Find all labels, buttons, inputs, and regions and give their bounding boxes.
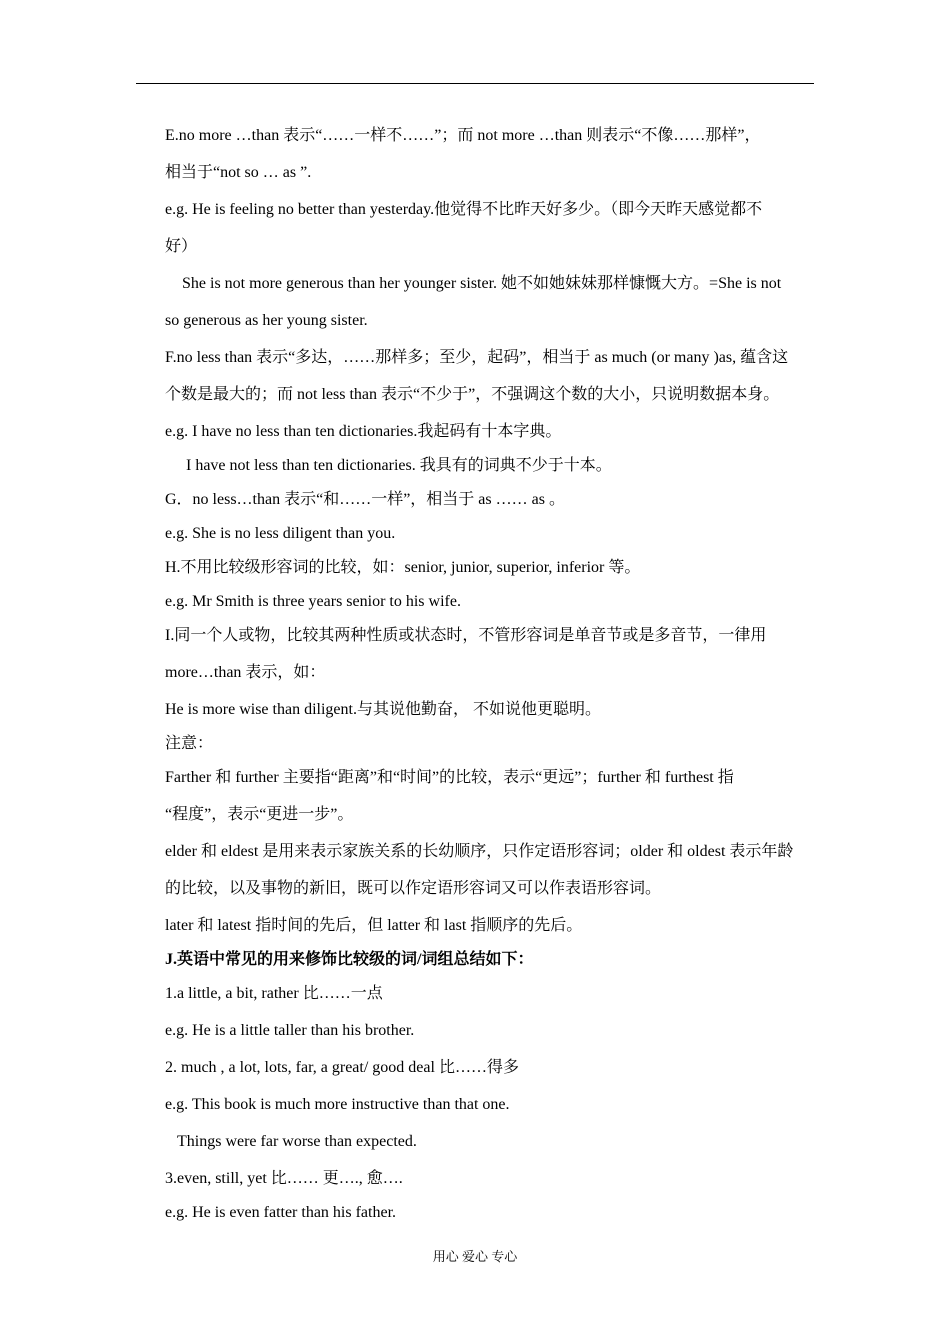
text-line: E.no more …than 表示“……一样不……”；而 not more …than 则表示“不像……那样”， [165, 127, 761, 144]
text-line: 个数是最大的；而 not less than 表示“不少于”，不强调这个数的大小，只说明数据本身。 [165, 386, 780, 403]
text-line: so generous as her young sister. [165, 312, 368, 329]
text-line: 注意： [165, 735, 214, 752]
text-line: 2. much , a lot, lots, far, a great/ good deal 比……得多 [165, 1059, 519, 1076]
text-line: 好） [165, 238, 198, 255]
text-line: elder 和 eldest 是用来表示家族关系的长幼顺序，只作定语形容词；older 和 oldest 表示年龄 [165, 843, 794, 860]
text-line: F.no less than 表示“多达，……那样多；至少，起码”，相当于 as much (or many )as, 蕴含这 [165, 349, 789, 366]
text-line: I.同一个人或物，比较其两种性质或状态时，不管形容词是单音节或是多音节，一律用 [165, 627, 767, 644]
text-line: e.g. He is a little taller than his brother. [165, 1022, 415, 1039]
text-line: e.g. He is feeling no better than yesterday.他觉得不比昨天好多少。（即今天昨天感觉都不 [165, 201, 763, 218]
text-line: e.g. She is no less diligent than you. [165, 525, 396, 542]
text-line: e.g. I have no less than ten dictionaries.我起码有十本字典。 [165, 423, 562, 440]
header-rule [136, 83, 814, 84]
text-line: 的比较，以及事物的新旧，既可以作定语形容词又可以作表语形容词。 [165, 880, 662, 897]
text-line: later 和 latest 指时间的先后，但 latter 和 last 指顺序的先后。 [165, 917, 583, 934]
text-line: “程度”，表示“更进一步”。 [165, 806, 354, 823]
text-line: G．no less…than 表示“和……一样”，相当于 as …… as 。 [165, 491, 565, 508]
text-line: more…than 表示，如： [165, 664, 326, 681]
text-line: Farther 和 further 主要指“距离”和“时间”的比较，表示“更远”；further 和 furthest 指 [165, 769, 734, 786]
text-line: 3.even, still, yet 比…… 更…., 愈…. [165, 1170, 403, 1187]
text-line: e.g. He is even fatter than his father. [165, 1204, 397, 1221]
page-footer: 用心 爱心 专心 [432, 1249, 518, 1264]
text-line: She is not more generous than her younger sister. 她不如她妹妹那样慷慨大方。=She is not [182, 275, 782, 292]
text-line: Things were far worse than expected. [177, 1133, 417, 1150]
text-line: He is more wise than diligent.与其说他勤奋， 不如说他更聪明。 [165, 701, 601, 718]
document-body [165, 119, 815, 1230]
text-line: H.不用比较级形容词的比较，如：senior, junior, superior, inferior 等。 [165, 559, 641, 576]
text-line: e.g. Mr Smith is three years senior to his wife. [165, 593, 461, 610]
text-line: 相当于“not so … as ”. [165, 164, 312, 181]
text-line: I have not less than ten dictionaries. 我具有的词典不少于十本。 [186, 457, 612, 474]
section-heading: J.英语中常见的用来修饰比较级的词/词组总结如下： [165, 951, 534, 968]
text-line: 1.a little, a bit, rather 比……一点 [165, 985, 383, 1002]
text-line: e.g. This book is much more instructive than that one. [165, 1096, 510, 1113]
